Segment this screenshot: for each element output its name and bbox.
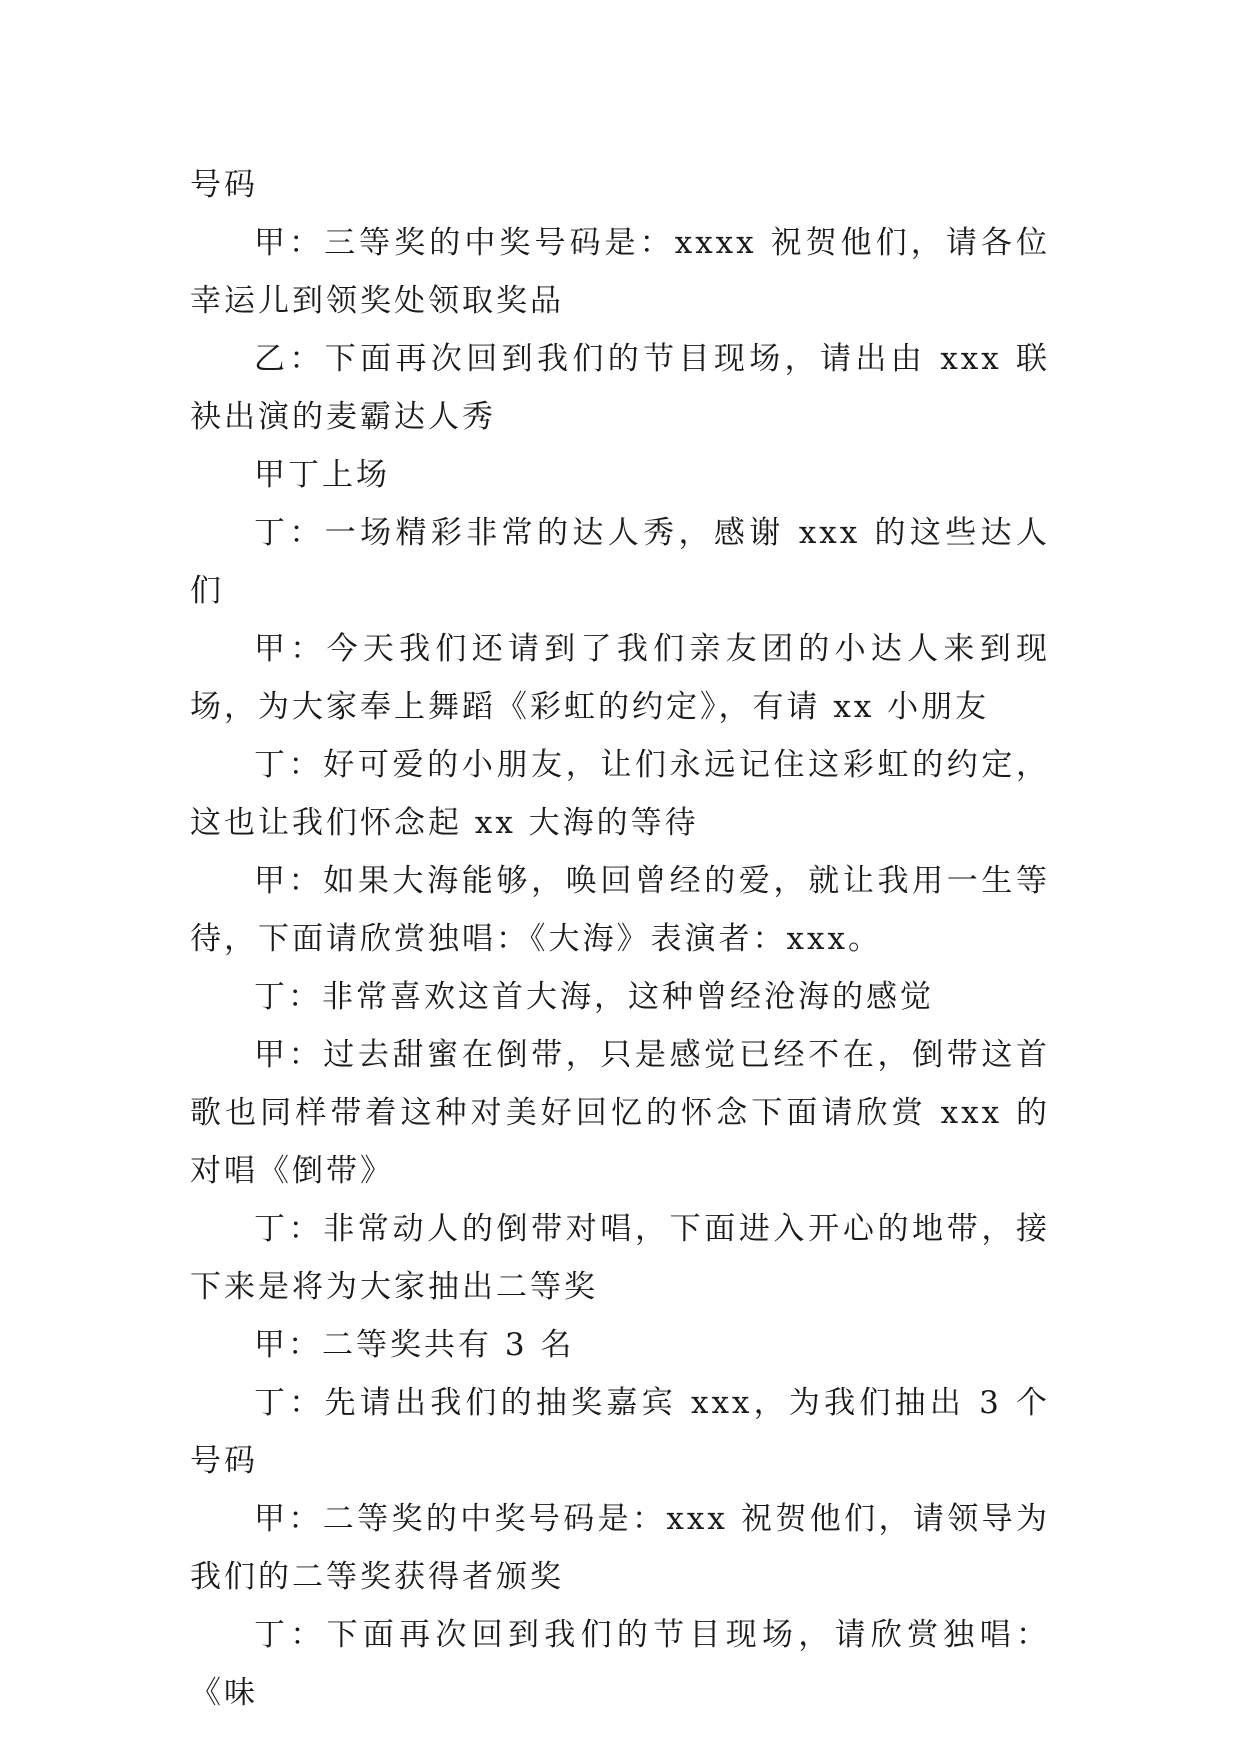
paragraph: 甲：如果大海能够，唤回曾经的爱，就让我用一生等待，下面请欣赏独唱：《大海》表演者：xxx。 (190, 863, 1050, 957)
paragraph: 甲：三等奖的中奖号码是：xxxx 祝贺他们，请各位幸运儿到领奖处领取奖品 (190, 225, 1050, 319)
paragraph: 甲丁上场 (254, 457, 390, 493)
paragraph: 乙：下面再次回到我们的节目现场，请出由 xxx 联袂出演的麦霸达人秀 (190, 341, 1050, 435)
paragraph: 甲：二等奖共有 3 名 (254, 1327, 575, 1363)
paragraph: 丁：下面再次回到我们的节目现场，请欣赏独唱：《味 (190, 1617, 1050, 1711)
document-body (190, 156, 1050, 1722)
paragraph: 丁：非常动人的倒带对唱，下面进入开心的地带，接下来是将为大家抽出二等奖 (190, 1211, 1050, 1305)
paragraph: 丁：先请出我们的抽奖嘉宾 xxx，为我们抽出 3 个号码 (190, 1385, 1050, 1479)
paragraph: 甲：今天我们还请到了我们亲友团的小达人来到现场，为大家奉上舞蹈《彩虹的约定》，有请 xx 小朋友 (190, 631, 1050, 725)
paragraph: 甲：二等奖的中奖号码是：xxx 祝贺他们，请领导为我们的二等奖获得者颁奖 (190, 1501, 1050, 1595)
paragraph: 号码 (190, 167, 258, 203)
paragraph: 丁：一场精彩非常的达人秀，感谢 xxx 的这些达人们 (190, 515, 1050, 609)
paragraph: 丁：非常喜欢这首大海，这种曾经沧海的感觉 (254, 979, 934, 1015)
paragraph: 甲：过去甜蜜在倒带，只是感觉已经不在，倒带这首歌也同样带着这种对美好回忆的怀念下面请欣赏 xxx 的对唱《倒带》 (190, 1037, 1050, 1189)
paragraph: 丁：好可爱的小朋友，让们永远记住这彩虹的约定，这也让我们怀念起 xx 大海的等待 (190, 747, 1050, 841)
